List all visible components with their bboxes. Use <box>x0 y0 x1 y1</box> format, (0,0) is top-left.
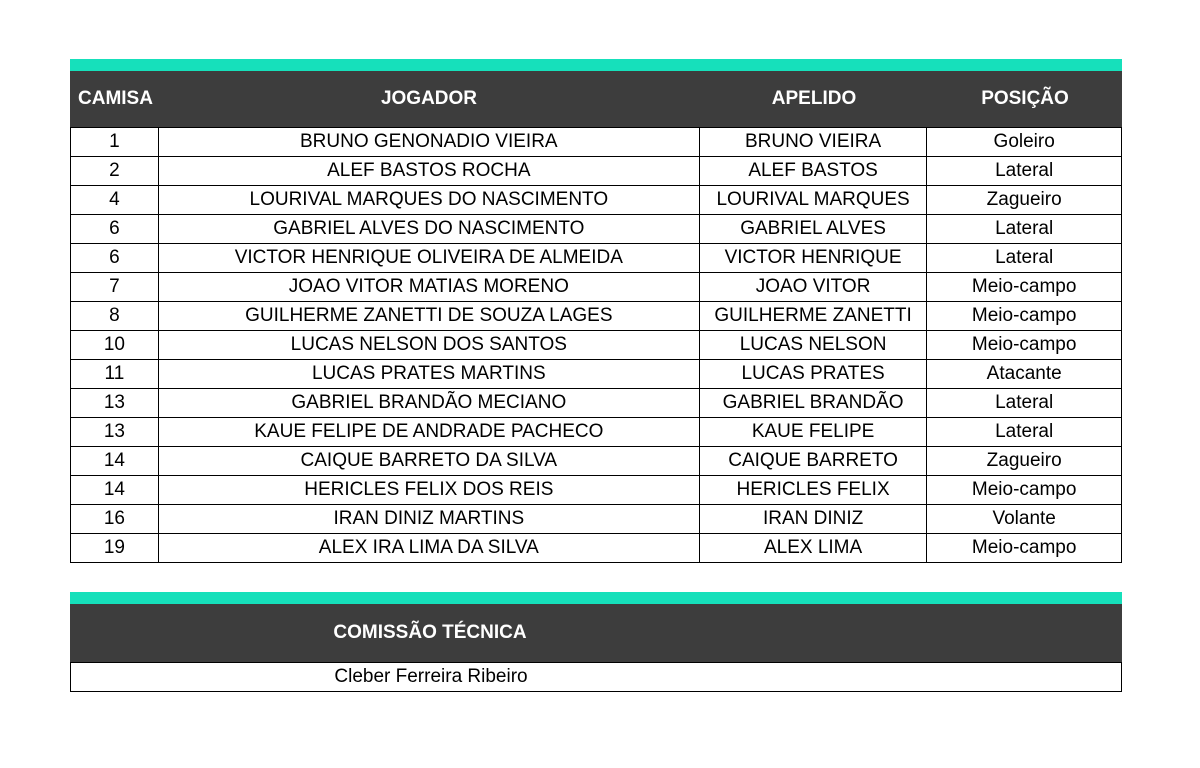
cell-position: Lateral <box>995 247 1054 268</box>
table-row <box>71 447 1121 476</box>
table-row <box>71 273 1121 302</box>
cell-player: LOURIVAL MARQUES DO NASCIMENTO <box>159 186 700 214</box>
table-row <box>71 215 1121 244</box>
cell-position: Zagueiro <box>986 189 1062 210</box>
header-shirt: CAMISA <box>78 88 153 109</box>
cell-nickname: CAIQUE BARRETO <box>700 447 928 475</box>
table-row <box>71 505 1121 534</box>
cell-player: VICTOR HENRIQUE OLIVEIRA DE ALMEIDA <box>159 244 700 272</box>
staff-member: Cleber Ferreira Ribeiro <box>334 666 528 687</box>
cell-shirt: 10 <box>71 331 159 359</box>
cell-position: Meio-campo <box>971 305 1077 326</box>
cell-player: LUCAS PRATES MARTINS <box>159 360 700 388</box>
cell-player: GABRIEL BRANDÃO MECIANO <box>159 389 700 417</box>
cell-position: Lateral <box>995 160 1054 181</box>
cell-nickname: GUILHERME ZANETTI <box>700 302 928 330</box>
table-row <box>71 186 1121 215</box>
table-row <box>71 128 1121 157</box>
cell-shirt: 14 <box>71 476 159 504</box>
staff-header: COMISSÃO TÉCNICA <box>333 622 527 643</box>
cell-nickname: LUCAS NELSON <box>700 331 928 359</box>
cell-position: Meio-campo <box>971 479 1077 500</box>
cell-nickname: ALEF BASTOS <box>700 157 928 185</box>
table-row <box>71 244 1121 273</box>
cell-shirt: 13 <box>71 389 159 417</box>
cell-shirt: 13 <box>71 418 159 446</box>
cell-position: Atacante <box>986 363 1062 384</box>
header-player: JOGADOR <box>380 88 478 109</box>
cell-position: Lateral <box>995 218 1054 239</box>
cell-player: GUILHERME ZANETTI DE SOUZA LAGES <box>159 302 700 330</box>
table-row <box>71 389 1121 418</box>
cell-shirt: 4 <box>71 186 159 214</box>
staff-header-row <box>70 604 1122 663</box>
table-row <box>71 302 1121 331</box>
cell-shirt: 19 <box>71 534 159 562</box>
cell-shirt: 7 <box>71 273 159 301</box>
roster-accent-bar <box>70 59 1122 71</box>
roster-header-row <box>70 71 1122 128</box>
cell-position: Meio-campo <box>971 537 1077 558</box>
cell-nickname: VICTOR HENRIQUE <box>700 244 928 272</box>
table-row <box>71 360 1121 389</box>
cell-nickname: JOAO VITOR <box>700 273 928 301</box>
cell-player: JOAO VITOR MATIAS MORENO <box>159 273 700 301</box>
staff-table <box>70 592 1122 692</box>
cell-nickname: LUCAS PRATES <box>700 360 928 388</box>
cell-player: HERICLES FELIX DOS REIS <box>159 476 700 504</box>
table-row <box>71 476 1121 505</box>
cell-player: CAIQUE BARRETO DA SILVA <box>159 447 700 475</box>
table-row <box>71 534 1121 563</box>
table-row <box>71 331 1121 360</box>
cell-position: Goleiro <box>993 131 1055 152</box>
cell-nickname: GABRIEL BRANDÃO <box>700 389 928 417</box>
cell-shirt: 6 <box>71 215 159 243</box>
cell-shirt: 11 <box>71 360 159 388</box>
cell-shirt: 6 <box>71 244 159 272</box>
cell-nickname: KAUE FELIPE <box>700 418 928 446</box>
cell-position: Lateral <box>995 421 1054 442</box>
cell-player: LUCAS NELSON DOS SANTOS <box>159 331 700 359</box>
roster-body <box>70 128 1122 563</box>
cell-player: KAUE FELIPE DE ANDRADE PACHECO <box>159 418 700 446</box>
header-nickname: APELIDO <box>771 88 857 109</box>
cell-shirt: 2 <box>71 157 159 185</box>
cell-shirt: 16 <box>71 505 159 533</box>
cell-player: BRUNO GENONADIO VIEIRA <box>159 128 700 156</box>
cell-position: Meio-campo <box>971 334 1077 355</box>
cell-position: Meio-campo <box>971 276 1077 297</box>
table-row <box>71 418 1121 447</box>
cell-player: ALEF BASTOS ROCHA <box>159 157 700 185</box>
cell-nickname: GABRIEL ALVES <box>700 215 928 243</box>
cell-nickname: BRUNO VIEIRA <box>700 128 928 156</box>
cell-position: Lateral <box>995 392 1054 413</box>
cell-player: IRAN DINIZ MARTINS <box>159 505 700 533</box>
header-position: POSIÇÃO <box>981 88 1069 109</box>
cell-player: GABRIEL ALVES DO NASCIMENTO <box>159 215 700 243</box>
table-row <box>71 157 1121 186</box>
cell-position: Zagueiro <box>986 450 1062 471</box>
table-row <box>70 663 1122 692</box>
cell-nickname: LOURIVAL MARQUES <box>700 186 928 214</box>
cell-position: Volante <box>992 508 1056 529</box>
cell-shirt: 1 <box>71 128 159 156</box>
cell-shirt: 8 <box>71 302 159 330</box>
cell-nickname: HERICLES FELIX <box>700 476 928 504</box>
roster-table <box>70 59 1122 563</box>
staff-accent-bar <box>70 592 1122 604</box>
cell-shirt: 14 <box>71 447 159 475</box>
cell-nickname: IRAN DINIZ <box>700 505 928 533</box>
cell-player: ALEX IRA LIMA DA SILVA <box>159 534 700 562</box>
cell-nickname: ALEX LIMA <box>700 534 928 562</box>
